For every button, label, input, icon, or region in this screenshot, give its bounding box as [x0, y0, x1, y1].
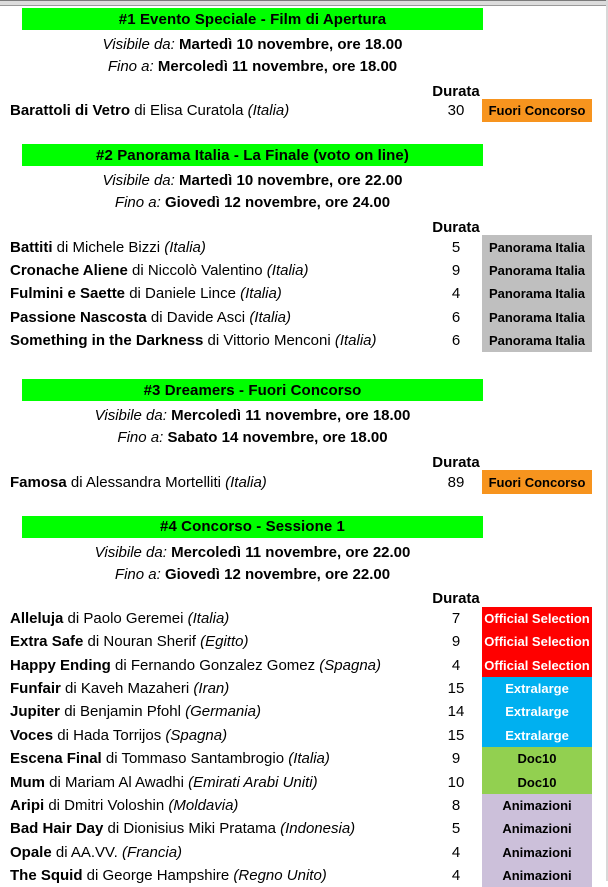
film-row: [0, 99, 608, 122]
film-title: The Squid: [10, 867, 83, 885]
category-badge: Animazioni: [482, 841, 592, 864]
film-row: [0, 259, 608, 282]
film-credit: di Dmitri Voloshin: [48, 797, 165, 815]
film-credit: di Nouran Sherif: [87, 633, 196, 651]
film-title: Bad Hair Day: [10, 820, 104, 838]
film-row: [0, 841, 608, 864]
until-label: Fino a:: [117, 429, 164, 447]
until-value: Mercoledì 11 novembre, ore 18.00: [157, 58, 398, 75]
film-title: Escena Final: [10, 750, 102, 768]
category-badge: Extralarge: [482, 677, 592, 700]
film-row: [0, 794, 608, 817]
film-title: Happy Ending: [10, 656, 111, 674]
category-badge: Official Selection: [482, 654, 592, 677]
film-row: [0, 470, 608, 493]
film-title: Something in the Darkness: [10, 332, 204, 350]
film-duration: 6: [451, 308, 461, 326]
film-entry: [0, 239, 430, 256]
duration-column-header: Durata: [432, 82, 480, 100]
film-title: Passione Nascosta: [10, 308, 147, 326]
film-country: (Egitto): [200, 633, 249, 651]
film-duration: 30: [447, 102, 465, 120]
until-value: Sabato 14 novembre, ore 18.00: [167, 429, 388, 447]
category-badge: Fuori Concorso: [482, 99, 592, 122]
festival-section: [0, 516, 608, 887]
category-badge: Panorama Italia: [482, 306, 592, 329]
film-entry: [0, 844, 430, 861]
until-value: Giovedì 12 novembre, ore 24.00: [164, 194, 391, 212]
section-header-bar: [22, 379, 483, 401]
until-line: [0, 192, 505, 214]
film-entry: [0, 820, 430, 837]
duration-header-row: [0, 219, 608, 235]
category-badge: Fuori Concorso: [482, 470, 592, 493]
film-country: (Spagna): [319, 656, 382, 674]
duration-column-header: Durata: [432, 218, 480, 236]
film-credit: di Vittorio Menconi: [207, 332, 331, 350]
film-country: (Italia): [266, 261, 309, 279]
film-row: [0, 770, 608, 793]
film-title: Voces: [10, 726, 54, 744]
festival-section: [0, 8, 608, 122]
film-entry: [0, 867, 430, 884]
film-title: Funfair: [10, 680, 61, 698]
until-line: [0, 427, 505, 449]
film-entry: [0, 332, 430, 349]
category-badge: Panorama Italia: [482, 259, 592, 282]
section-title: #4 Concorso - Sessione 1: [160, 518, 345, 536]
film-country: (Italia): [187, 609, 230, 627]
film-row: [0, 700, 608, 723]
film-row: [0, 329, 608, 352]
film-credit: di Dionisius Miki Pratama: [107, 820, 276, 838]
film-row: [0, 306, 608, 329]
film-duration: 4: [451, 285, 461, 303]
film-entry: [0, 657, 430, 674]
category-badge: Panorama Italia: [482, 282, 592, 305]
section-title: #3 Dreamers - Fuori Concorso: [143, 381, 362, 399]
film-row: [0, 817, 608, 840]
until-label: Fino a:: [107, 58, 154, 75]
film-country: (Indonesia): [280, 820, 356, 838]
film-credit: di AA.VV.: [55, 843, 118, 861]
film-title: Fulmini e Saette: [10, 285, 126, 303]
visible-from-value: Mercoledì 11 novembre, ore 18.00: [171, 407, 411, 425]
festival-section: [0, 379, 608, 493]
film-country: (Italia): [225, 473, 267, 491]
visible-from-line: [0, 34, 505, 56]
film-duration: 8: [451, 797, 461, 815]
film-duration: 9: [451, 261, 461, 279]
film-row: [0, 864, 608, 887]
category-badge: Official Selection: [482, 607, 592, 630]
film-country: (Germania): [185, 703, 261, 721]
film-credit: di Daniele Lince: [129, 285, 236, 303]
category-badge: Animazioni: [482, 794, 592, 817]
until-value: Giovedì 12 novembre, ore 22.00: [164, 565, 391, 583]
film-duration: 6: [451, 332, 461, 350]
film-title: Cronache Aliene: [10, 261, 128, 279]
film-country: (Moldavia): [168, 797, 239, 815]
film-duration: 7: [451, 609, 461, 627]
category-badge: Animazioni: [482, 864, 592, 887]
film-entry: [0, 727, 430, 744]
film-entry: [0, 750, 430, 767]
visible-from-line: [0, 542, 505, 564]
film-duration: 4: [451, 843, 461, 861]
film-credit: di Paolo Geremei: [67, 609, 184, 627]
film-entry: [0, 309, 430, 326]
visible-from-label: Visibile da:: [102, 36, 175, 53]
until-label: Fino a:: [114, 194, 161, 212]
duration-header-row: [0, 454, 608, 470]
film-list: [0, 607, 608, 887]
category-badge: Official Selection: [482, 630, 592, 653]
film-country: (Italia): [249, 308, 291, 326]
duration-column-header: Durata: [432, 453, 480, 471]
film-list: [0, 99, 608, 122]
visible-from-label: Visibile da:: [94, 543, 167, 561]
film-entry: [0, 774, 430, 791]
film-credit: di George Hampshire: [86, 867, 230, 885]
film-row: [0, 282, 608, 305]
film-duration: 10: [447, 773, 465, 791]
film-duration: 4: [451, 867, 461, 885]
film-credit: di Kaveh Mazaheri: [65, 680, 190, 698]
film-title: Famosa: [10, 473, 67, 491]
section-header-bar: [22, 516, 483, 538]
window-top-bar: [0, 0, 608, 6]
visible-from-value: Martedì 10 novembre, ore 18.00: [179, 36, 403, 53]
film-entry: [0, 703, 430, 720]
film-title: Aripi: [10, 797, 45, 815]
category-badge: Panorama Italia: [482, 329, 592, 352]
section-header-bar: [22, 144, 483, 166]
category-badge: Extralarge: [482, 724, 592, 747]
film-country: (Iran): [193, 680, 230, 698]
film-entry: [0, 680, 430, 697]
film-entry: [0, 102, 430, 119]
visible-from-label: Visibile da:: [94, 407, 167, 425]
category-badge: Extralarge: [482, 700, 592, 723]
film-entry: [0, 633, 430, 650]
film-entry: [0, 797, 430, 814]
film-title: Extra Safe: [10, 633, 84, 651]
film-country: (Italia): [334, 332, 377, 350]
festival-schedule-document: [0, 8, 608, 887]
film-country: (Emirati Arabi Uniti): [188, 773, 318, 791]
visible-from-value: Martedì 10 novembre, ore 22.00: [179, 172, 403, 190]
film-title: Barattoli di Vetro: [10, 102, 131, 120]
film-credit: di Elisa Curatola: [134, 102, 244, 120]
film-credit: di Michele Bizzi: [56, 238, 161, 256]
film-row: [0, 724, 608, 747]
film-credit: di Davide Asci: [150, 308, 246, 326]
film-credit: di Fernando Gonzalez Gomez: [115, 656, 316, 674]
category-badge: Animazioni: [482, 817, 592, 840]
film-duration: 5: [451, 820, 461, 838]
film-title: Battiti: [10, 238, 53, 256]
duration-column-header: Durata: [432, 590, 480, 608]
visible-from-value: Mercoledì 11 novembre, ore 22.00: [171, 543, 411, 561]
film-list: [0, 235, 608, 352]
visible-from-line: [0, 170, 505, 192]
film-credit: di Tommaso Santambrogio: [105, 750, 285, 768]
film-row: [0, 607, 608, 630]
film-row: [0, 654, 608, 677]
film-title: Alleluja: [10, 609, 64, 627]
film-credit: di Mariam Al Awadhi: [49, 773, 184, 791]
duration-header-row: [0, 83, 608, 99]
film-entry: [0, 610, 430, 627]
duration-header-row: [0, 591, 608, 607]
festival-section: [0, 144, 608, 352]
film-country: (Italia): [164, 238, 206, 256]
film-credit: di Niccolò Valentino: [131, 261, 263, 279]
film-entry: [0, 285, 430, 302]
until-line: [0, 56, 505, 78]
film-title: Mum: [10, 773, 45, 791]
film-credit: di Alessandra Mortelliti: [70, 473, 221, 491]
section-title: #1 Evento Speciale - Film di Apertura: [118, 10, 387, 28]
film-duration: 9: [451, 633, 461, 651]
film-duration: 89: [447, 473, 465, 491]
film-entry: [0, 262, 430, 279]
film-country: (Regno Unito): [233, 867, 327, 885]
film-duration: 15: [447, 680, 465, 698]
film-country: (Italia): [240, 285, 282, 303]
film-row: [0, 235, 608, 258]
film-row: [0, 747, 608, 770]
film-credit: di Benjamin Pfohl: [64, 703, 181, 721]
film-entry: [0, 474, 430, 491]
section-title: #2 Panorama Italia - La Finale (voto on line): [96, 146, 409, 164]
film-credit: di Hada Torrijos: [57, 726, 162, 744]
film-country: (Francia): [122, 843, 183, 861]
category-badge: Panorama Italia: [482, 235, 592, 258]
film-title: Jupiter: [10, 703, 61, 721]
category-badge: Doc10: [482, 747, 592, 770]
film-duration: 15: [447, 726, 465, 744]
film-country: (Spagna): [165, 726, 228, 744]
film-duration: 14: [447, 703, 465, 721]
film-title: Opale: [10, 843, 52, 861]
until-line: [0, 564, 505, 586]
film-list: [0, 470, 608, 493]
film-duration: 4: [451, 656, 461, 674]
section-header-bar: [22, 8, 483, 30]
film-row: [0, 630, 608, 653]
film-country: (Italia): [288, 750, 330, 768]
film-row: [0, 677, 608, 700]
film-duration: 5: [451, 238, 461, 256]
category-badge: Doc10: [482, 770, 592, 793]
film-duration: 9: [451, 750, 461, 768]
visible-from-line: [0, 405, 505, 427]
until-label: Fino a:: [114, 565, 161, 583]
film-country: (Italia): [247, 102, 290, 120]
visible-from-label: Visibile da:: [102, 172, 175, 190]
